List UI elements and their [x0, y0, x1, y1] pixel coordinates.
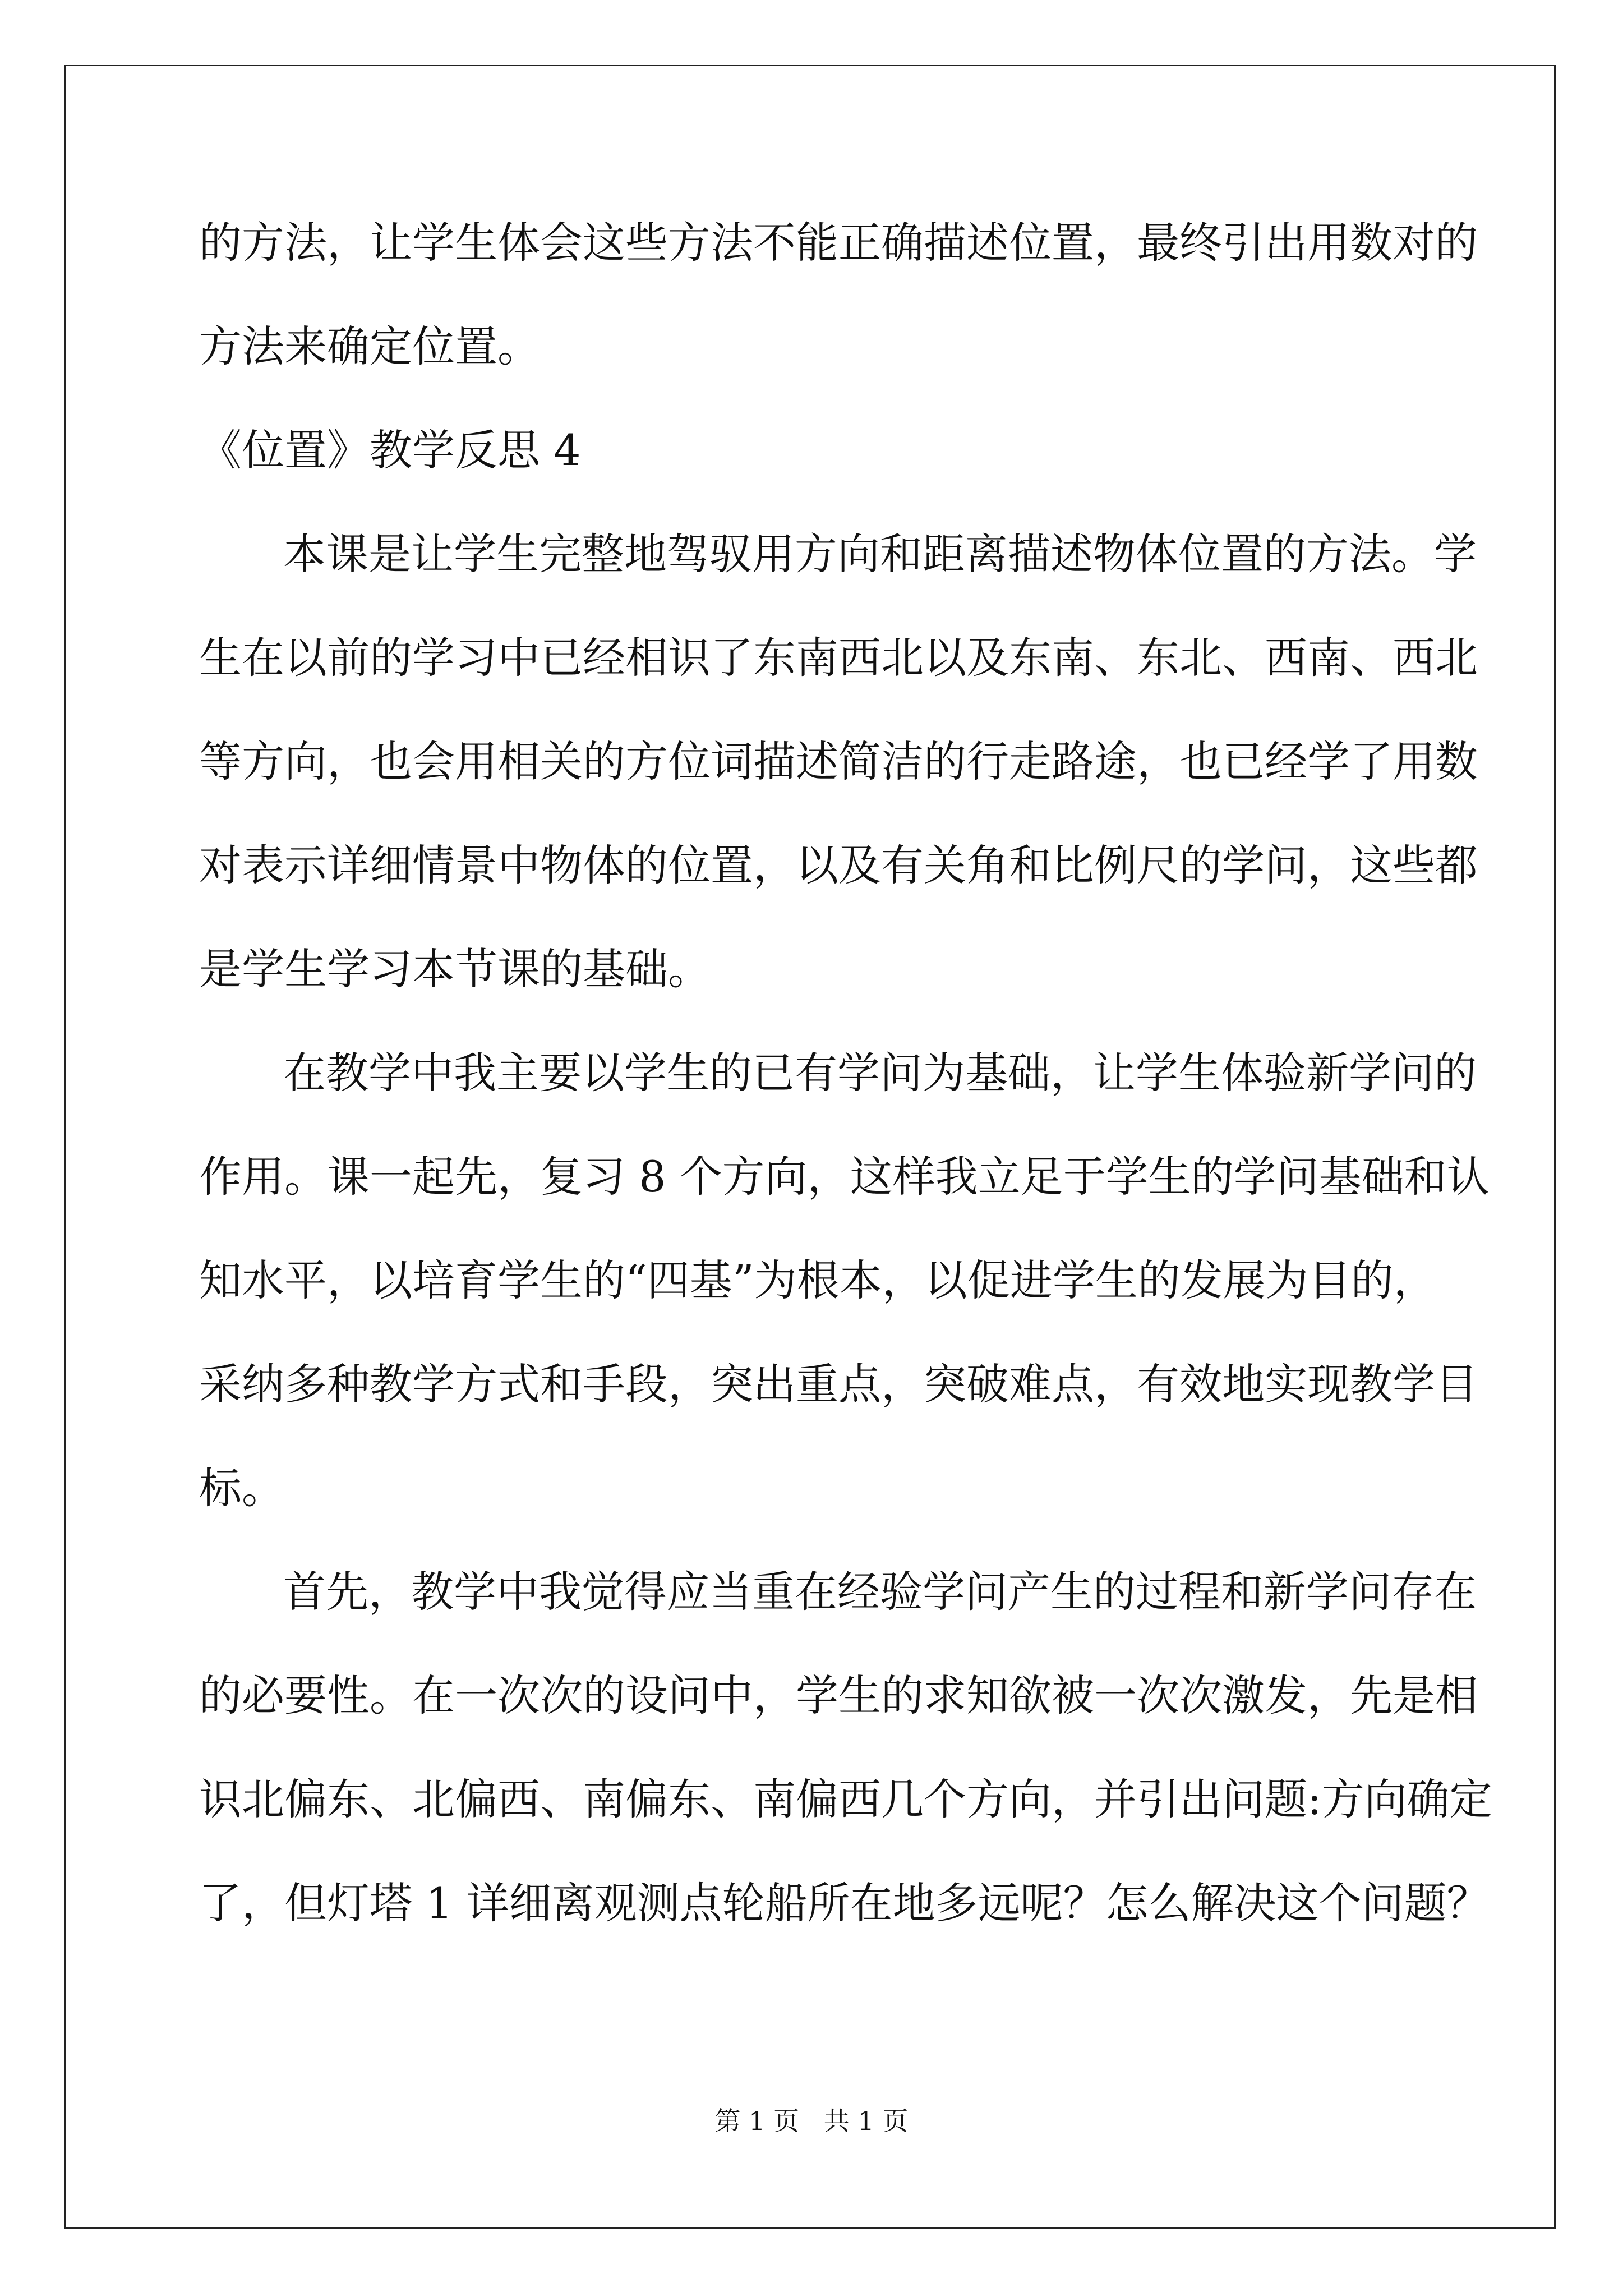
paragraph-line: 了，但灯塔 1 详细离观测点轮船所在地多远呢？怎么解决这个问题？: [199, 1878, 1490, 1928]
paragraph-line: 的必要性。在一次次的设问中，学生的求知欲被一次次激发，先是相: [199, 1671, 1478, 1720]
section-heading: 《位置》教学反思 4: [199, 425, 581, 475]
paragraph-line: 方法来确定位置。: [199, 321, 540, 371]
paragraph-line: 对表示详细情景中物体的位置，以及有关角和比例尺的学问，这些都: [199, 840, 1478, 890]
paragraph-line: 在教学中我主要以学生的已有学问为基础，让学生体验新学问的: [283, 1048, 1477, 1098]
page-footer: 第 1 页 共 1 页: [714, 2106, 909, 2136]
paragraph-line: 首先，教学中我觉得应当重在经验学问产生的过程和新学问存在: [283, 1567, 1477, 1617]
paragraph-line: 本课是让学生完整地驾驭用方向和距离描述物体位置的方法。学: [283, 529, 1477, 579]
paragraph-line: 生在以前的学习中已经相识了东南西北以及东南、东北、西南、西北: [199, 633, 1478, 683]
paragraph-line: 采纳多种教学方式和手段，突出重点，突破难点，有效地实现教学目: [199, 1359, 1478, 1409]
paragraph-line: 作用。课一起先，复习 8 个方向，这样我立足于学生的学问基础和认: [199, 1152, 1490, 1202]
document-body: [199, 191, 1492, 1955]
paragraph-line: 识北偏东、北偏西、南偏东、南偏西几个方向，并引出问题:方向确定: [199, 1774, 1492, 1824]
paragraph-line: 标。: [199, 1463, 284, 1513]
paragraph-line: 的方法，让学生体会这些方法不能正确描述位置，最终引出用数对的: [199, 218, 1478, 268]
paragraph-line: 是学生学习本节课的基础。: [199, 944, 711, 994]
paragraph-line: 等方向，也会用相关的方位词描述简洁的行走路途，也已经学了用数: [199, 737, 1478, 786]
paragraph-line: 知水平，以培育学生的“四基”为根本，以促进学生的发展为目的，: [199, 1255, 1436, 1305]
